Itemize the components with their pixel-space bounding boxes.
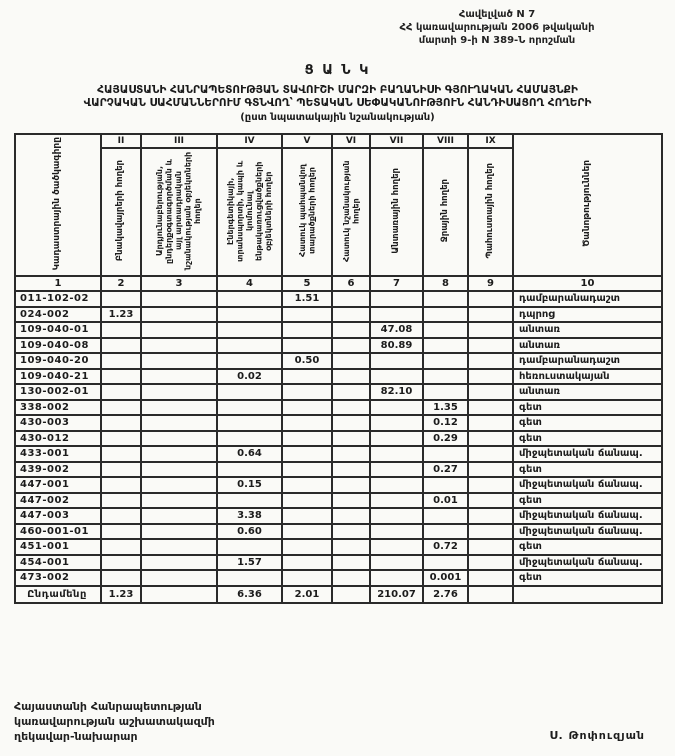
row-value-c7 xyxy=(370,400,423,416)
row-value-c6 xyxy=(332,493,370,509)
row-note: գետ xyxy=(513,462,662,478)
table-row xyxy=(15,446,662,462)
row-value-c5 xyxy=(282,524,332,540)
row-value-c5: 2.01 xyxy=(282,586,332,603)
row-value-c5 xyxy=(282,338,332,354)
colnum-6: 6 xyxy=(332,276,370,291)
row-value-c5 xyxy=(282,307,332,323)
row-value-c7 xyxy=(370,369,423,385)
row-value-c7 xyxy=(370,307,423,323)
row-value-c9 xyxy=(468,524,513,540)
row-value-c4: 1.57 xyxy=(217,555,282,571)
row-value-c3 xyxy=(141,400,217,416)
total-row xyxy=(15,586,662,603)
row-code: 439-002 xyxy=(15,462,101,478)
row-note: միջպետական ճանապ. xyxy=(513,508,662,524)
row-note xyxy=(513,586,662,603)
row-code: 109-040-21 xyxy=(15,369,101,385)
row-value-c5 xyxy=(282,477,332,493)
row-note: գետ xyxy=(513,493,662,509)
row-value-c5 xyxy=(282,322,332,338)
row-value-c6 xyxy=(332,291,370,307)
row-value-c3 xyxy=(141,539,217,555)
row-value-c8: 0.29 xyxy=(423,431,468,447)
table-row xyxy=(15,477,662,493)
row-code: 109-040-01 xyxy=(15,322,101,338)
row-value-c6 xyxy=(332,384,370,400)
row-value-c7 xyxy=(370,539,423,555)
title-line-2: ՎԱՐՉԱԿԱՆ ՍԱՀՄԱՆՆԵՐՈՒՄ ԳՏՆՎՈՂ՝ ՊԵՏԱԿԱՆ ՍԵՓԱԿԱՆՈՒԹՅՈՒՆ ՀԱՆԴԻՍԱՑՈՂ ՀՈՂԵՐԻ xyxy=(83,97,592,109)
row-code: 447-001 xyxy=(15,477,101,493)
row-code: 109-040-20 xyxy=(15,353,101,369)
signatory-line-1: Հայաստանի Հանրապետության xyxy=(14,700,202,713)
row-note: գետ xyxy=(513,415,662,431)
table-row xyxy=(15,524,662,540)
row-note: գետ xyxy=(513,570,662,586)
row-value-c7 xyxy=(370,415,423,431)
header-protected-lands: Հատուկ պահպանվող տարածքների հողեր xyxy=(282,148,332,276)
row-value-c9 xyxy=(468,384,513,400)
row-value-c4 xyxy=(217,493,282,509)
row-value-c9 xyxy=(468,338,513,354)
row-value-c5 xyxy=(282,493,332,509)
row-value-c6 xyxy=(332,555,370,571)
title-line-1: ՀԱՅԱՍՏԱՆԻ ՀԱՆՐԱՊԵՏՈՒԹՅԱՆ ՏԱՎՈՒՇԻ ՄԱՐԶԻ ԲԱՂԱՆԻՍԻ ԳՅՈՒՂԱԿԱՆ ՀԱՄԱՅՆՔԻ xyxy=(97,84,578,96)
row-value-c4 xyxy=(217,338,282,354)
row-value-c7: 82.10 xyxy=(370,384,423,400)
row-value-c2 xyxy=(101,508,141,524)
row-value-c3 xyxy=(141,524,217,540)
row-value-c8 xyxy=(423,555,468,571)
row-value-c6 xyxy=(332,508,370,524)
row-code: 473-002 xyxy=(15,570,101,586)
row-value-c2 xyxy=(101,384,141,400)
row-value-c9 xyxy=(468,415,513,431)
row-value-c3 xyxy=(141,415,217,431)
row-value-c4 xyxy=(217,415,282,431)
row-value-c9 xyxy=(468,369,513,385)
row-value-c6 xyxy=(332,462,370,478)
row-value-c3 xyxy=(141,586,217,603)
row-value-c4 xyxy=(217,307,282,323)
row-value-c3 xyxy=(141,384,217,400)
table-row xyxy=(15,369,662,385)
row-value-c4 xyxy=(217,462,282,478)
header-forest-lands: Անտառային հողեր xyxy=(370,148,423,276)
row-value-c5: 1.51 xyxy=(282,291,332,307)
row-value-c8 xyxy=(423,477,468,493)
row-value-c3 xyxy=(141,508,217,524)
table-row xyxy=(15,570,662,586)
row-code: 454-001 xyxy=(15,555,101,571)
row-value-c4: 0.64 xyxy=(217,446,282,462)
row-code: 338-002 xyxy=(15,400,101,416)
row-value-c2 xyxy=(101,524,141,540)
row-value-c9 xyxy=(468,570,513,586)
row-value-c5 xyxy=(282,539,332,555)
row-value-c4 xyxy=(217,400,282,416)
row-value-c9 xyxy=(468,431,513,447)
row-value-c6 xyxy=(332,431,370,447)
row-note: գետ xyxy=(513,539,662,555)
row-value-c9 xyxy=(468,322,513,338)
row-note: դպրոց xyxy=(513,307,662,323)
row-value-c8: 0.01 xyxy=(423,493,468,509)
row-value-c9 xyxy=(468,493,513,509)
colnum-4: 4 xyxy=(217,276,282,291)
row-value-c7: 47.08 xyxy=(370,322,423,338)
row-value-c3 xyxy=(141,462,217,478)
table-row xyxy=(15,384,662,400)
row-value-c2 xyxy=(101,338,141,354)
row-note: միջպետական ճանապ. xyxy=(513,524,662,540)
row-value-c7 xyxy=(370,493,423,509)
row-value-c3 xyxy=(141,477,217,493)
roman-IV: IV xyxy=(217,134,282,148)
row-value-c3 xyxy=(141,322,217,338)
row-value-c6 xyxy=(332,446,370,462)
row-value-c4 xyxy=(217,570,282,586)
row-value-c5 xyxy=(282,555,332,571)
header-infrastructure-lands: Էներգետիկայի, տրանսպորտի, կապի և կոմունալ ենթակառուցվածքների օբյեկտների հողեր xyxy=(217,148,282,276)
row-value-c7 xyxy=(370,291,423,307)
table-row xyxy=(15,493,662,509)
row-value-c8 xyxy=(423,291,468,307)
row-value-c7 xyxy=(370,431,423,447)
row-note: անտառ xyxy=(513,338,662,354)
table-row xyxy=(15,462,662,478)
row-code: 447-003 xyxy=(15,508,101,524)
row-value-c2 xyxy=(101,369,141,385)
row-value-c8: 0.12 xyxy=(423,415,468,431)
row-value-c5 xyxy=(282,415,332,431)
row-value-c2 xyxy=(101,570,141,586)
row-value-c9 xyxy=(468,539,513,555)
row-value-c2: 1.23 xyxy=(101,586,141,603)
row-value-c5 xyxy=(282,446,332,462)
header-special-lands: Հատուկ նշանակության հողեր xyxy=(332,148,370,276)
annex-line-2: ՀՀ կառավարության 2006 թվականի xyxy=(399,22,595,33)
colnum-1: 1 xyxy=(15,276,101,291)
row-note: հեռուստակայան xyxy=(513,369,662,385)
row-value-c9 xyxy=(468,462,513,478)
table-row xyxy=(15,322,662,338)
annex-reference xyxy=(337,8,657,47)
row-value-c6 xyxy=(332,322,370,338)
row-note: դամբարանադաշտ xyxy=(513,353,662,369)
row-value-c2 xyxy=(101,353,141,369)
header-settlement-lands: Բնակավայրերի հողեր xyxy=(101,148,141,276)
row-value-c3 xyxy=(141,493,217,509)
annex-line-1: Հավելված N 7 xyxy=(458,9,536,20)
roman-II: II xyxy=(101,134,141,148)
row-value-c8 xyxy=(423,524,468,540)
row-value-c4: 3.38 xyxy=(217,508,282,524)
table-row xyxy=(15,539,662,555)
roman-III: III xyxy=(141,134,217,148)
row-value-c7 xyxy=(370,462,423,478)
row-note: միջպետական ճանապ. xyxy=(513,446,662,462)
table-body xyxy=(15,291,662,603)
header-industrial-lands: Արդյունաբերության, ընդերքօգտագործման և այլ արտադրական նշանակության օբյեկտների հողեր xyxy=(141,148,217,276)
colnum-5: 5 xyxy=(282,276,332,291)
signatory-line-3: ղեկավար-նախարար xyxy=(14,730,138,743)
table-row xyxy=(15,338,662,354)
row-code: 130-002-01 xyxy=(15,384,101,400)
row-value-c9 xyxy=(468,586,513,603)
row-value-c7 xyxy=(370,555,423,571)
row-value-c2 xyxy=(101,462,141,478)
row-value-c5 xyxy=(282,384,332,400)
row-value-c9 xyxy=(468,353,513,369)
row-value-c6 xyxy=(332,307,370,323)
row-code: 011-102-02 xyxy=(15,291,101,307)
table-row xyxy=(15,415,662,431)
row-value-c2 xyxy=(101,493,141,509)
colnum-9: 9 xyxy=(468,276,513,291)
row-value-c9 xyxy=(468,555,513,571)
row-code: 447-002 xyxy=(15,493,101,509)
land-table xyxy=(14,133,663,604)
row-note: միջպետական ճանապ. xyxy=(513,477,662,493)
row-value-c4 xyxy=(217,353,282,369)
row-value-c4 xyxy=(217,322,282,338)
row-value-c6 xyxy=(332,586,370,603)
row-value-c2 xyxy=(101,400,141,416)
row-value-c7 xyxy=(370,477,423,493)
row-code: 430-003 xyxy=(15,415,101,431)
row-code: 460-001-01 xyxy=(15,524,101,540)
row-value-c5 xyxy=(282,400,332,416)
row-note: անտառ xyxy=(513,322,662,338)
row-value-c5 xyxy=(282,369,332,385)
row-value-c8 xyxy=(423,338,468,354)
row-value-c6 xyxy=(332,415,370,431)
roman-V: V xyxy=(282,134,332,148)
row-value-c7: 210.07 xyxy=(370,586,423,603)
row-value-c3 xyxy=(141,307,217,323)
row-value-c6 xyxy=(332,400,370,416)
roman-IX: IX xyxy=(468,134,513,148)
row-value-c5 xyxy=(282,570,332,586)
row-value-c7: 80.89 xyxy=(370,338,423,354)
roman-VIII: VIII xyxy=(423,134,468,148)
colnum-10: 10 xyxy=(513,276,662,291)
row-value-c2 xyxy=(101,446,141,462)
document-heading: Ց Ա Ն Կ xyxy=(304,63,371,78)
row-value-c5 xyxy=(282,508,332,524)
row-value-c3 xyxy=(141,291,217,307)
table-row xyxy=(15,508,662,524)
table-row xyxy=(15,353,662,369)
row-value-c3 xyxy=(141,369,217,385)
row-value-c4 xyxy=(217,431,282,447)
colnum-7: 7 xyxy=(370,276,423,291)
roman-numeral-row xyxy=(15,134,662,148)
row-value-c4: 0.02 xyxy=(217,369,282,385)
row-value-c7 xyxy=(370,508,423,524)
row-value-c2 xyxy=(101,322,141,338)
row-code: 451-001 xyxy=(15,539,101,555)
row-value-c8 xyxy=(423,446,468,462)
row-code: 433-001 xyxy=(15,446,101,462)
row-value-c4 xyxy=(217,384,282,400)
row-value-c9 xyxy=(468,291,513,307)
row-value-c3 xyxy=(141,555,217,571)
row-value-c8: 1.35 xyxy=(423,400,468,416)
colnum-3: 3 xyxy=(141,276,217,291)
table-row xyxy=(15,291,662,307)
row-value-c8 xyxy=(423,322,468,338)
signatory-line-2: կառավարության աշխատակազմի xyxy=(14,715,215,728)
column-number-row xyxy=(15,276,662,291)
row-value-c8 xyxy=(423,508,468,524)
row-value-c4: 6.36 xyxy=(217,586,282,603)
row-value-c2 xyxy=(101,291,141,307)
annex-line-3: մարտի 9-ի N 389-Ն որոշման xyxy=(418,35,576,46)
row-value-c2 xyxy=(101,431,141,447)
signature-block xyxy=(14,699,661,744)
row-value-c3 xyxy=(141,446,217,462)
row-value-c8 xyxy=(423,384,468,400)
row-note: միջպետական ճանապ. xyxy=(513,555,662,571)
row-value-c7 xyxy=(370,446,423,462)
row-value-c9 xyxy=(468,400,513,416)
row-value-c9 xyxy=(468,307,513,323)
row-value-c3 xyxy=(141,338,217,354)
row-note: գետ xyxy=(513,431,662,447)
row-value-c4 xyxy=(217,539,282,555)
total-label: Ընդամենը xyxy=(15,586,101,603)
row-note: անտառ xyxy=(513,384,662,400)
row-value-c6 xyxy=(332,477,370,493)
row-value-c9 xyxy=(468,446,513,462)
table-row xyxy=(15,307,662,323)
row-value-c9 xyxy=(468,477,513,493)
row-value-c2 xyxy=(101,415,141,431)
row-value-c5 xyxy=(282,431,332,447)
row-code: 024-002 xyxy=(15,307,101,323)
row-value-c8 xyxy=(423,307,468,323)
row-value-c7 xyxy=(370,524,423,540)
row-value-c8: 2.76 xyxy=(423,586,468,603)
header-cadastral-code: Կադաստրային ծածկագիրը xyxy=(15,134,101,276)
row-value-c5: 0.50 xyxy=(282,353,332,369)
header-water-lands: Ջրային հողեր xyxy=(423,148,468,276)
row-value-c7 xyxy=(370,570,423,586)
row-value-c8 xyxy=(423,369,468,385)
table-row xyxy=(15,555,662,571)
row-value-c8: 0.72 xyxy=(423,539,468,555)
document-title xyxy=(14,84,661,110)
row-value-c6 xyxy=(332,338,370,354)
colnum-2: 2 xyxy=(101,276,141,291)
row-value-c8 xyxy=(423,353,468,369)
row-note: գետ xyxy=(513,400,662,416)
row-value-c8: 0.001 xyxy=(423,570,468,586)
row-value-c6 xyxy=(332,539,370,555)
row-value-c6 xyxy=(332,524,370,540)
table-row xyxy=(15,400,662,416)
row-value-c2: 1.23 xyxy=(101,307,141,323)
row-value-c3 xyxy=(141,570,217,586)
header-reserve-lands: Պահուստային հողեր xyxy=(468,148,513,276)
row-value-c4: 0.60 xyxy=(217,524,282,540)
row-value-c2 xyxy=(101,539,141,555)
header-notes: Ծանոթություններ xyxy=(513,134,662,276)
row-value-c4 xyxy=(217,291,282,307)
document-subtitle: (ըստ նպատակային նշանակության) xyxy=(240,112,435,123)
table-row xyxy=(15,431,662,447)
row-value-c9 xyxy=(468,508,513,524)
roman-VII: VII xyxy=(370,134,423,148)
signatory-name: Ս. Թոփուզյան xyxy=(549,729,645,742)
colnum-8: 8 xyxy=(423,276,468,291)
row-code: 109-040-08 xyxy=(15,338,101,354)
row-value-c6 xyxy=(332,570,370,586)
row-value-c2 xyxy=(101,477,141,493)
row-value-c2 xyxy=(101,555,141,571)
roman-VI: VI xyxy=(332,134,370,148)
row-value-c3 xyxy=(141,431,217,447)
row-value-c6 xyxy=(332,353,370,369)
row-code: 430-012 xyxy=(15,431,101,447)
row-value-c3 xyxy=(141,353,217,369)
row-value-c6 xyxy=(332,369,370,385)
row-value-c4: 0.15 xyxy=(217,477,282,493)
row-note: դամբարանադաշտ xyxy=(513,291,662,307)
signatory-title xyxy=(14,699,215,744)
row-value-c7 xyxy=(370,353,423,369)
row-value-c8: 0.27 xyxy=(423,462,468,478)
row-value-c5 xyxy=(282,462,332,478)
